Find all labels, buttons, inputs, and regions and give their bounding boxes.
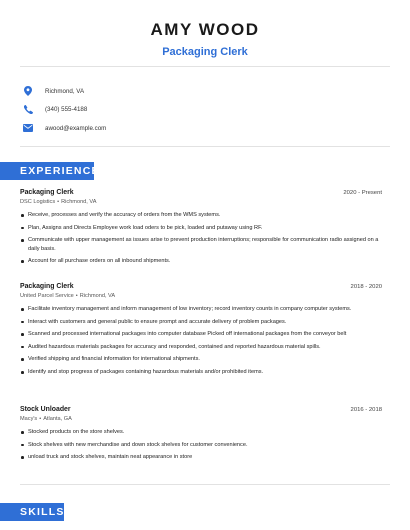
location-pin-icon [23, 86, 33, 96]
contact-email [20, 119, 106, 138]
list-item: Plan, Assigns and Directs Employee work load oders to be pick, loaded and putaway using RF. [20, 224, 382, 233]
contact-location [20, 82, 106, 101]
job-dates: 2016 - 2018 [350, 407, 382, 413]
job-company-line: Macy's • Atlanta, GA [20, 416, 72, 422]
list-item: Communicate with upper management as issues arise to prevent production interruptions; responsible for communication radio assigned on a daily basis. [20, 236, 382, 253]
section-heading-skills: SKILLS [0, 503, 64, 521]
candidate-title: Packaging Clerk [162, 46, 248, 58]
list-item: Verified shipping and financial information for international shipments. [20, 355, 382, 364]
job-company-line: DSC Logistics • Richmond, VA [20, 199, 97, 205]
job-company: DSC Logistics [20, 199, 56, 205]
envelope-icon [23, 123, 33, 133]
job-company-line: United Parcel Service • Richmond, VA [20, 293, 116, 299]
job-entry [20, 189, 382, 270]
job-company: Macy's [20, 416, 38, 422]
job-bullets [20, 428, 382, 462]
job-bullets [20, 305, 382, 377]
job-title: Packaging Clerk [20, 189, 74, 196]
job-title: Packaging Clerk [20, 283, 74, 290]
divider [20, 484, 390, 485]
job-dates: 2020 - Present [343, 190, 382, 196]
list-item: Scanned and processed international packages into computer database Picked off international packages from the conveyor belt [20, 330, 382, 339]
divider [20, 146, 390, 147]
list-item: Interact with customers and general public to ensure prompt and accurate delivery of problem packages. [20, 318, 382, 327]
list-item: Audited hazardous materials packages for accuracy and responded, contained and reported hazardous material spills. [20, 343, 382, 352]
contact-info [20, 82, 106, 138]
list-item: Stocked products on the store shelves. [20, 428, 382, 437]
job-location: Richmond, VA [79, 293, 116, 299]
job-entry [20, 283, 382, 381]
phone-text: (340) 555-4188 [45, 106, 88, 114]
candidate-name: AMY WOOD [150, 20, 260, 39]
list-item: Stock shelves with new merchandise and down stock shelves for customer convenience. [20, 441, 382, 450]
job-company: United Parcel Service [20, 293, 74, 299]
list-item: unload truck and stock shelves, maintain neat appearance in store [20, 453, 382, 462]
list-item: Identify and stop progress of packages containing hazardous materials and/or prohibited items. [20, 368, 382, 377]
job-title: Stock Unloader [20, 406, 71, 413]
section-heading-experience: EXPERIENCE [0, 162, 94, 180]
contact-phone [20, 101, 106, 120]
email-text: awood@example.com [45, 124, 107, 132]
list-item: Receive, processes and verify the accuracy of orders from the WMS systems. [20, 211, 382, 220]
job-location: Atlanta, GA [43, 416, 72, 422]
divider [20, 66, 390, 67]
job-bullets [20, 211, 382, 266]
job-location: Richmond, VA [61, 199, 97, 205]
phone-icon [23, 105, 33, 115]
list-item: Account for all purchase orders on all inbound shipments. [20, 257, 382, 266]
location-text: Richmond, VA [45, 87, 85, 95]
job-dates: 2018 - 2020 [350, 284, 382, 290]
job-entry [20, 406, 382, 466]
list-item: Facilitate inventory management and inform management of low inventory; record inventory counts in company computer systems. [20, 305, 382, 314]
resume-header [0, 0, 410, 58]
